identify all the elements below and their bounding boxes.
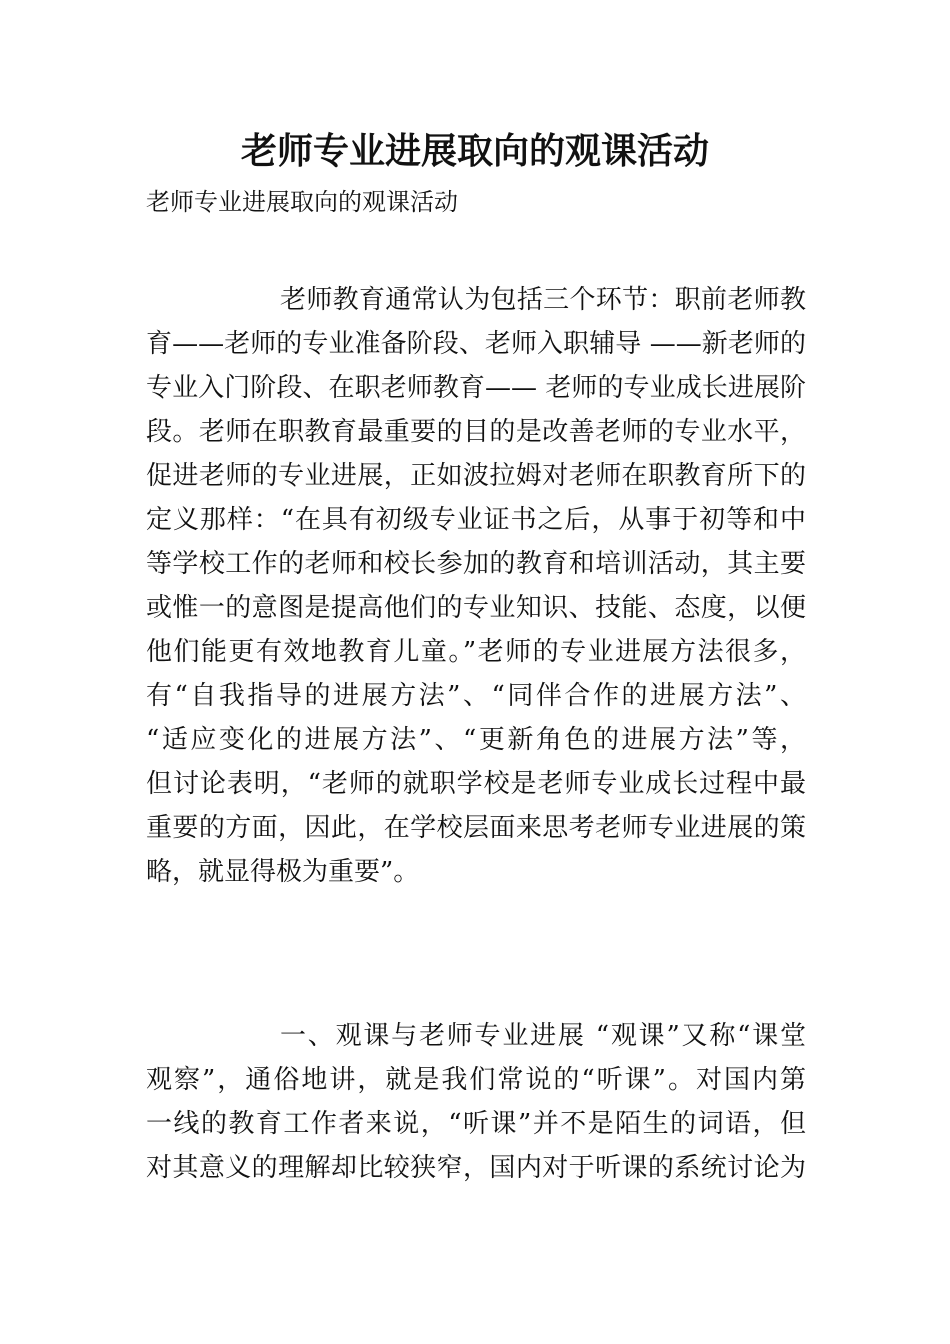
paragraph-line: 一线的教育工作者来说，“听课”并不是陌生的词语，但: [146, 1109, 806, 1139]
paragraph-line: 段。老师在职教育最重要的目的是改善老师的专业水平，: [146, 417, 806, 447]
paragraph-1: [146, 278, 806, 894]
paragraph-line: 有“自我指导的进展方法”、“同伴合作的进展方法”、: [146, 681, 806, 711]
paragraph-line: 但讨论表明，“老师的就职学校是老师专业成长过程中最: [146, 769, 806, 799]
paragraph-line: 他们能更有效地教育儿童。”老师的专业进展方法很多，: [146, 637, 806, 667]
paragraph-line: 专业入门阶段、在职老师教育—— 老师的专业成长进展阶: [146, 373, 806, 403]
paragraph-line: 促进老师的专业进展，正如波拉姆对老师在职教育所下的: [146, 461, 806, 491]
document-subtitle: 老师专业进展取向的观课活动: [146, 188, 458, 216]
paragraph-2: [146, 1014, 806, 1190]
paragraph-line: 育——老师的专业准备阶段、老师入职辅导 ——新老师的: [146, 329, 806, 359]
paragraph-line: “适应变化的进展方法”、“更新角色的进展方法”等，: [146, 725, 806, 755]
paragraph-line: 定义那样：“在具有初级专业证书之后，从事于初等和中: [146, 505, 806, 535]
paragraph-line: 略，就显得极为重要”。: [146, 857, 420, 887]
paragraph-line: 对其意义的理解却比较狭窄，国内对于听课的系统讨论为: [146, 1153, 806, 1183]
paragraph-line: 一、观课与老师专业进展 “观课”又称“课堂: [280, 1021, 806, 1051]
paragraph-line: 或惟一的意图是提高他们的专业知识、技能、态度，以便: [146, 593, 806, 623]
document-title: 老师专业进展取向的观课活动: [240, 131, 709, 172]
paragraph-line: 等学校工作的老师和校长参加的教育和培训活动，其主要: [146, 549, 806, 579]
paragraph-line: 观察”，通俗地讲，就是我们常说的“听课”。对国内第: [146, 1065, 806, 1095]
paragraph-line: 老师教育通常认为包括三个环节：职前老师教: [280, 285, 806, 315]
paragraph-line: 重要的方面，因此，在学校层面来思考老师专业进展的策: [146, 813, 806, 843]
